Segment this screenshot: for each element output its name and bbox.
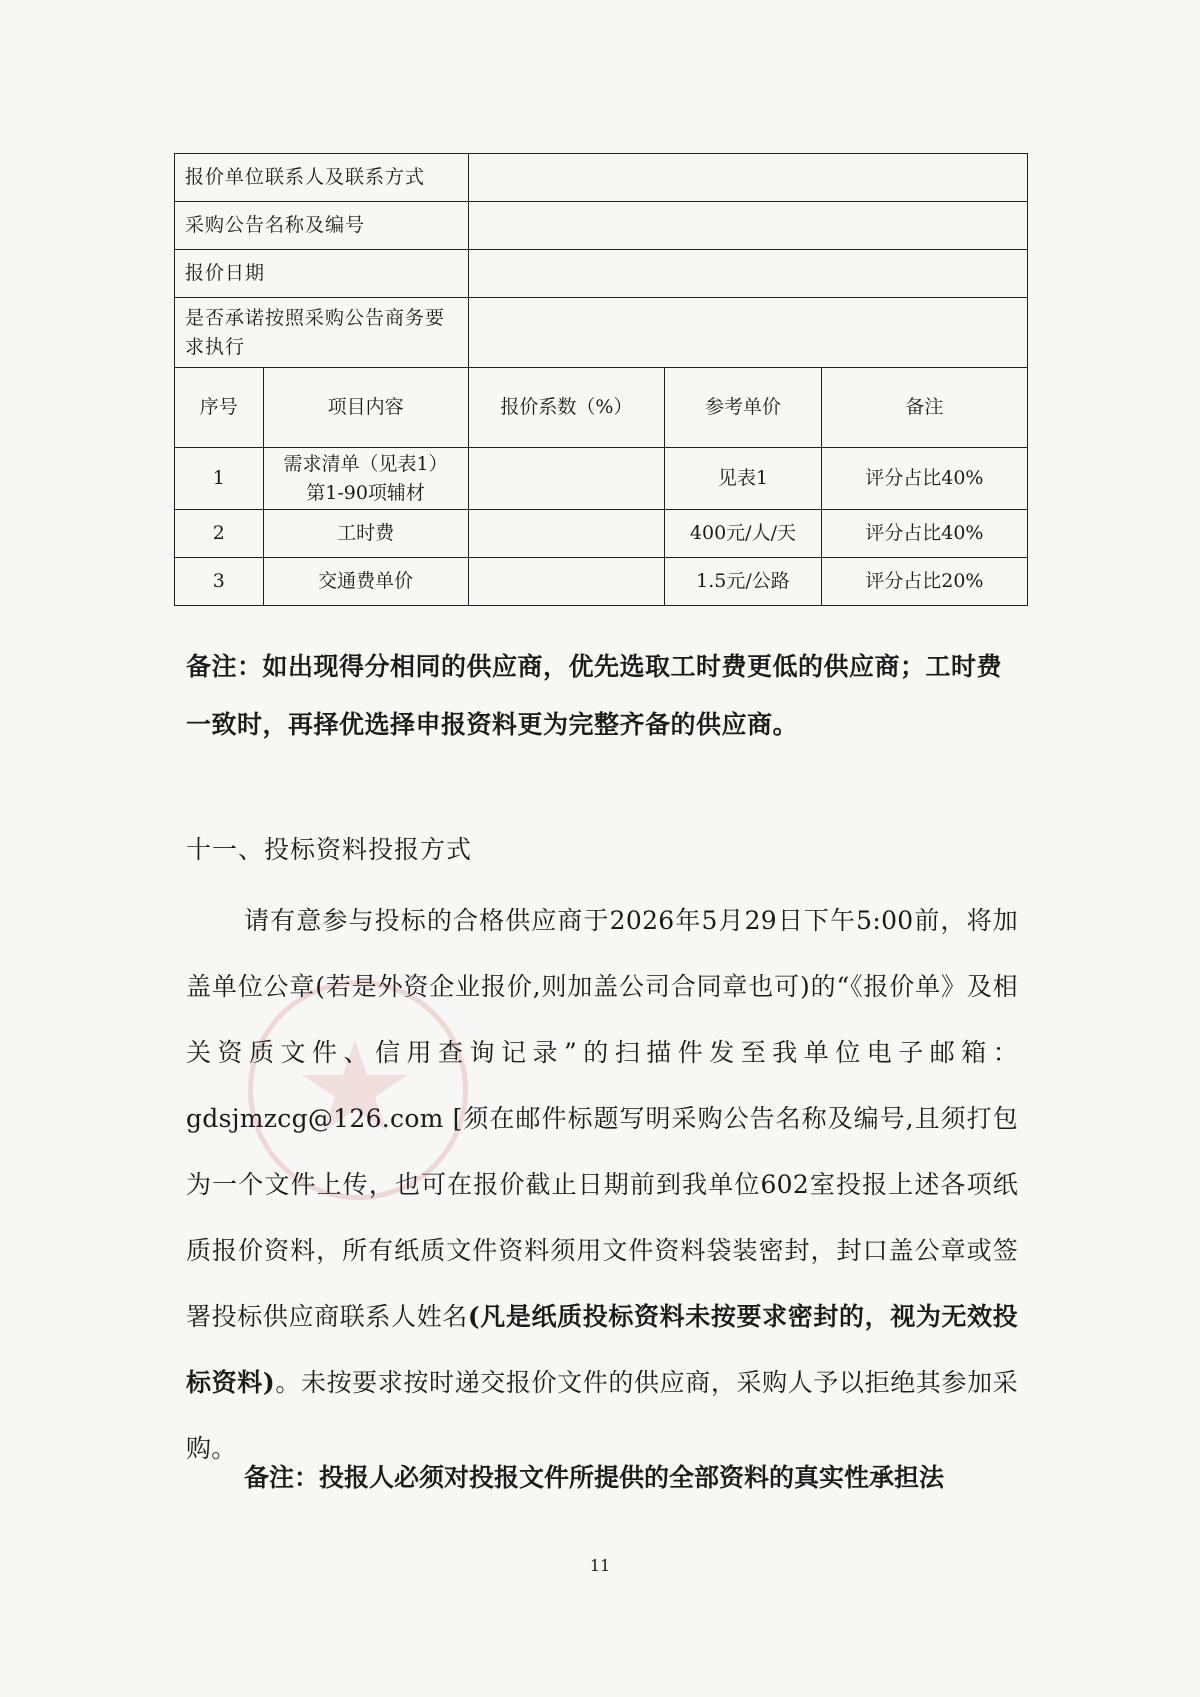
section-heading: 十一、投标资料投报方式: [186, 835, 473, 864]
table-row: [175, 510, 1028, 558]
info-value: [468, 154, 1027, 202]
note-authenticity: 备注：投报人必须对投报文件所提供的全部资料的真实性承担法: [244, 1463, 945, 1492]
info-value: [468, 202, 1027, 250]
submission-paragraph: [186, 888, 1018, 1482]
row-remark: 评分占比20%: [821, 558, 1027, 606]
row-coefficient: [468, 510, 665, 558]
row-no: 1: [175, 448, 264, 510]
row-item: 交通费单价: [263, 558, 468, 606]
info-value: [468, 250, 1027, 298]
row-price: 1.5元/公路: [665, 558, 822, 606]
table-header-row: [175, 368, 1028, 448]
quotation-table: [174, 153, 1028, 606]
header-price: 参考单价: [665, 368, 822, 448]
row-remark: 评分占比40%: [821, 448, 1027, 510]
page-number: 11: [589, 1556, 611, 1575]
paragraph-bold-text: (凡是纸质投标资料未按要求密封的，视为无效投标资料): [186, 1302, 1018, 1397]
row-coefficient: [468, 448, 665, 510]
paragraph-text-end: 。未按要求按时递交报价文件的供应商，采购人予以拒绝其参加采购。: [186, 1368, 1019, 1463]
row-coefficient: [468, 558, 665, 606]
row-item-line: 需求清单（见表1）: [283, 452, 448, 475]
row-item: [263, 448, 468, 510]
info-row-contact: [175, 154, 1028, 202]
info-label: 采购公告名称及编号: [175, 202, 469, 250]
row-no: 2: [175, 510, 264, 558]
table-row: [175, 558, 1028, 606]
header-remark: 备注: [821, 368, 1027, 448]
info-row-commitment: [175, 298, 1028, 368]
row-price: 400元/人/天: [665, 510, 822, 558]
info-row-announcement: [175, 202, 1028, 250]
info-value: [468, 298, 1027, 368]
row-item-line: 第1-90项辅材: [306, 481, 425, 504]
info-label: 报价单位联系人及联系方式: [175, 154, 469, 202]
info-row-date: [175, 250, 1028, 298]
header-item: 项目内容: [263, 368, 468, 448]
paragraph-text: 请有意参与投标的合格供应商于2026年5月29日下午5:00前，将加盖单位公章(若是外资企业报价,则加盖公司合同章也可)的“《报价单》及相关资质文件、信用查询记录”的扫描件发至我单位电子邮箱：gdsjmzcg@126.com [须在邮件标题写明采购公告名称及编号,且须打包为一个文件上传，也可在报价截止日期前到我单位602室投报上述各项纸质报价资料，所有纸质文件资料须用文件资料袋装密封，封口盖公章或签署投标供应商联系人姓名: [186, 906, 1018, 1331]
header-coefficient: 报价系数（%）: [468, 368, 665, 448]
note-tie-break: 备注：如出现得分相同的供应商，优先选取工时费更低的供应商；工时费一致时，再择优选择申报资料更为完整齐备的供应商。: [186, 652, 1003, 739]
header-no: 序号: [175, 368, 264, 448]
row-no: 3: [175, 558, 264, 606]
table-row: [175, 448, 1028, 510]
info-label: 是否承诺按照采购公告商务要求执行: [175, 298, 469, 368]
row-remark: 评分占比40%: [821, 510, 1027, 558]
info-label: 报价日期: [175, 250, 469, 298]
row-price: 见表1: [665, 448, 822, 510]
row-item: 工时费: [263, 510, 468, 558]
